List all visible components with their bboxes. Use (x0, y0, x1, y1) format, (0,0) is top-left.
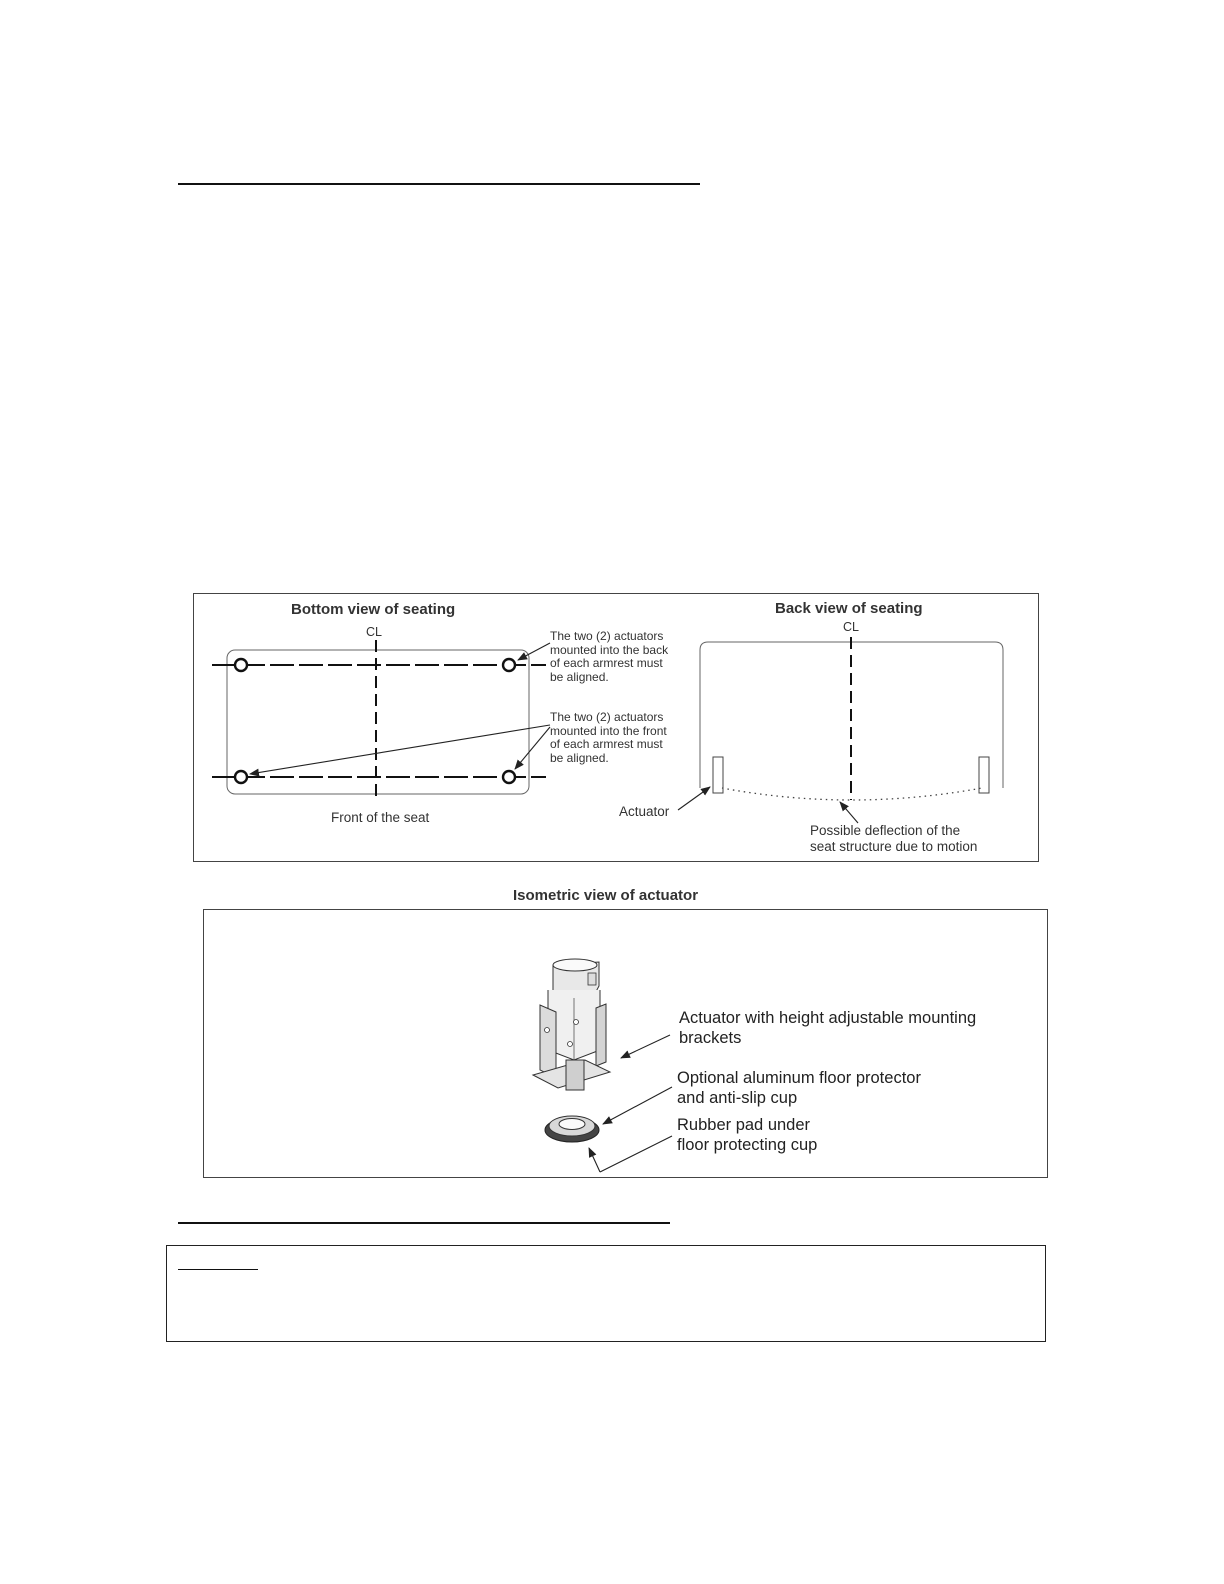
back-view-cl-label: CL (843, 620, 859, 634)
pad-note: Rubber pad under floor protecting cup (677, 1116, 818, 1154)
front-actuator-note: The two (2) actuators mounted into the front of each armrest must be aligned. (550, 710, 667, 765)
note-box (166, 1245, 1046, 1342)
bottom-view-cl-label: CL (366, 625, 382, 639)
protector-arrow (603, 1087, 672, 1124)
bracket-note: Actuator with height adjustable mounting brackets (679, 1009, 977, 1047)
bottom-view-title: Bottom view of seating (291, 601, 456, 618)
deflection-note: Possible deflection of the seat structure due to motion (810, 823, 978, 854)
actuator-label: Actuator (619, 804, 670, 819)
protector-note: Optional aluminum floor protector and anti-slip cup (677, 1069, 921, 1107)
back-view-title: Back view of seating (775, 600, 923, 617)
note-box-heading-underline (178, 1269, 258, 1270)
isometric-view-title: Isometric view of actuator (513, 887, 699, 904)
bracket-arrow (621, 1035, 670, 1058)
pad-arrow-line2 (589, 1148, 600, 1172)
back-actuator-note: The two (2) actuators mounted into the back of each armrest must be aligned. (550, 629, 669, 684)
front-of-seat-label: Front of the seat (331, 810, 430, 825)
pad-arrow-line1 (600, 1136, 672, 1172)
section-rule-bottom (178, 1222, 670, 1224)
